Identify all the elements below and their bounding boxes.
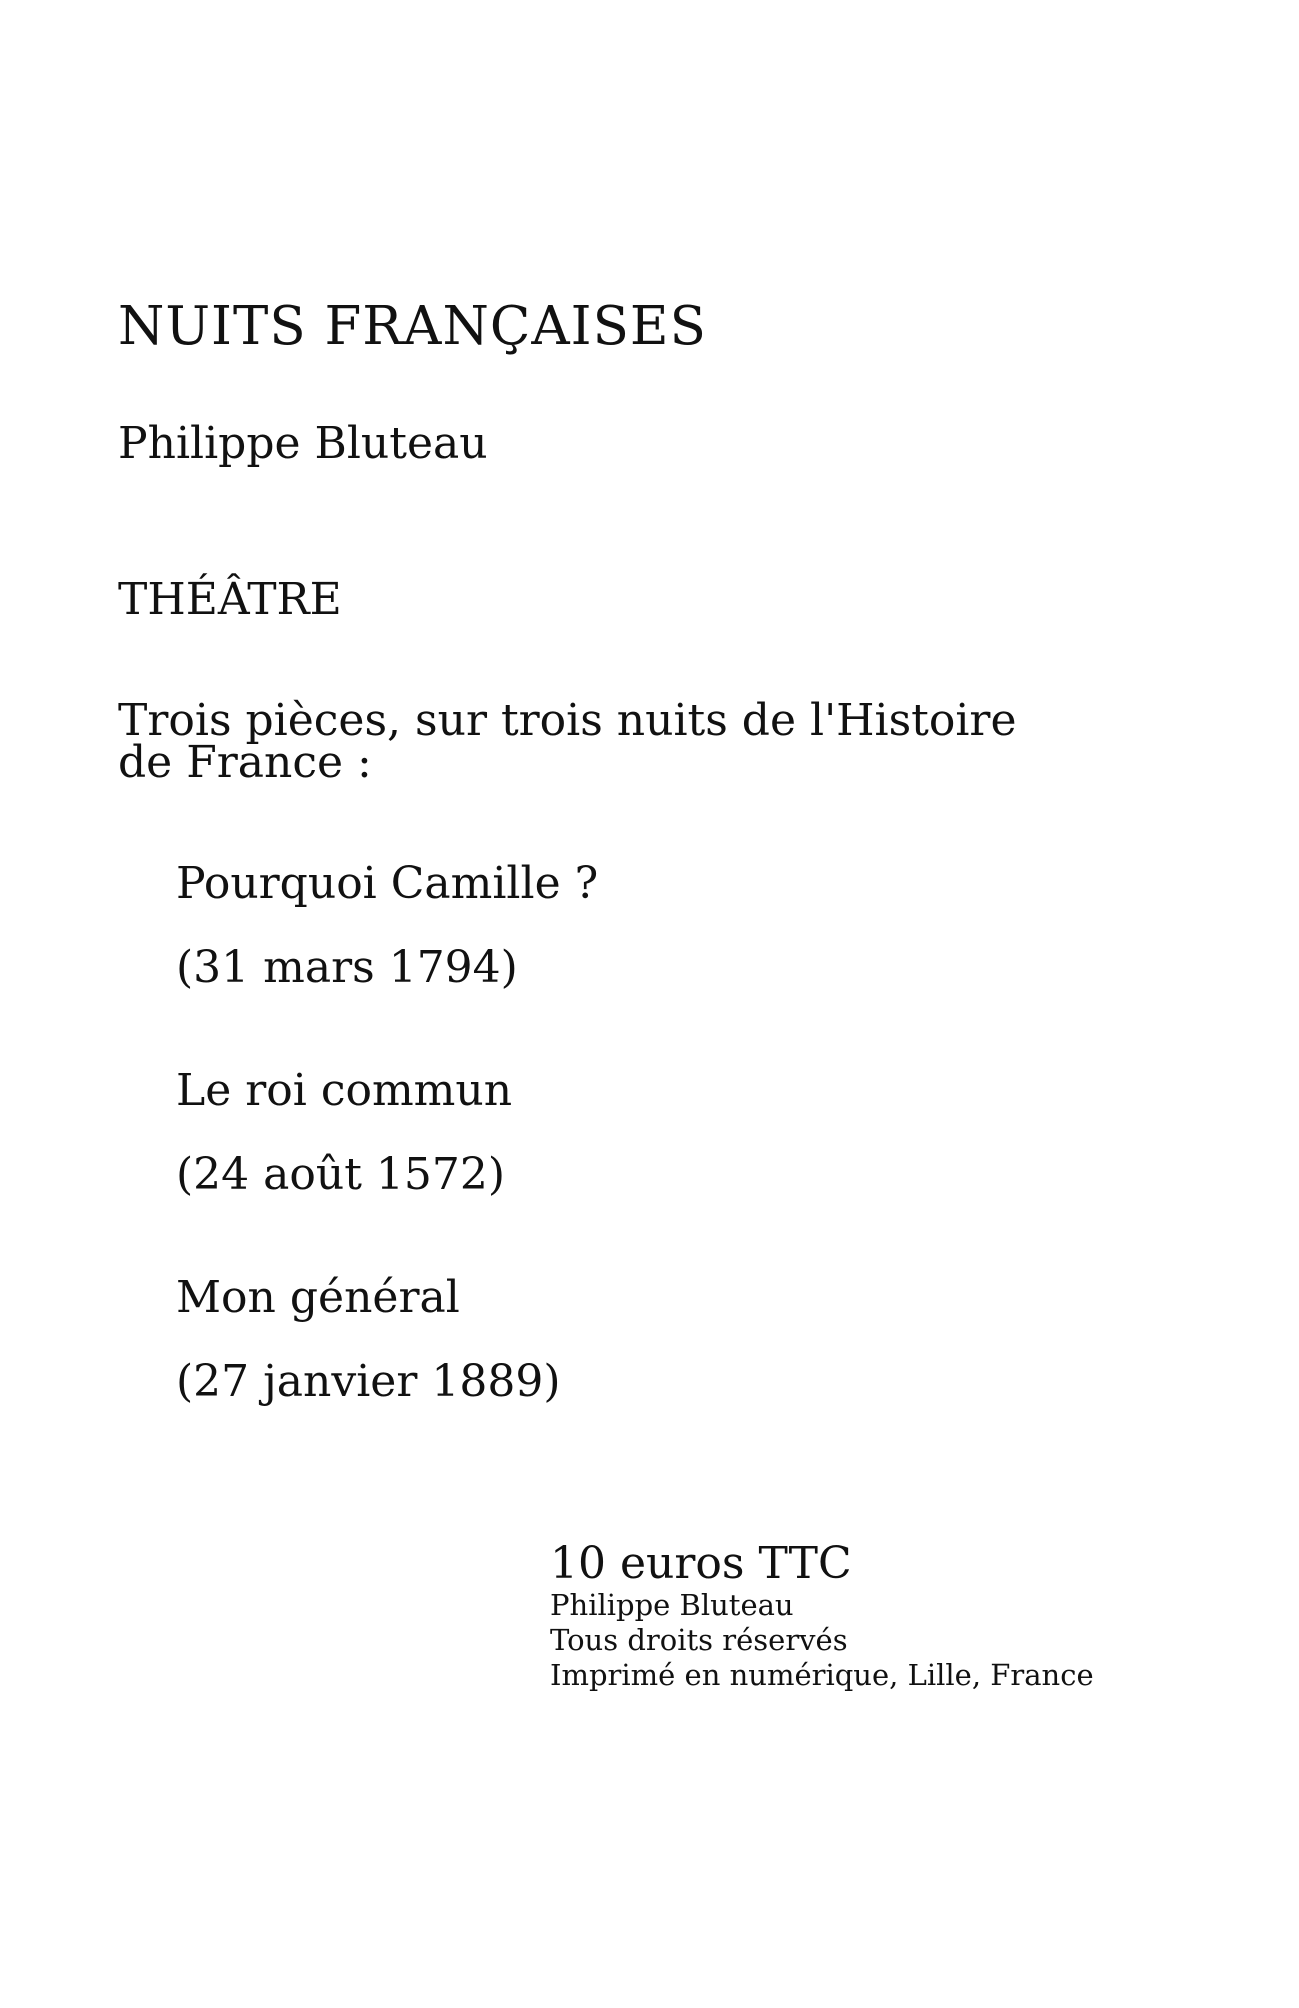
price: 10 euros TTC: [550, 1538, 852, 1589]
intro-line-2: de France :: [118, 737, 372, 788]
printing-notice: Imprimé en numérique, Lille, France: [550, 1658, 1094, 1692]
colophon-author: Philippe Bluteau: [550, 1588, 794, 1622]
play-date-1: (31 mars 1794): [176, 942, 518, 993]
play-date-2: (24 août 1572): [176, 1149, 506, 1200]
play-title-1: Pourquoi Camille ?: [176, 858, 599, 909]
book-intro: [118, 695, 1018, 788]
book-title: NUITS FRANÇAISES: [118, 296, 707, 357]
book-genre: THÉÂTRE: [118, 574, 342, 625]
colophon: [550, 1540, 1094, 1693]
play-title-3: Mon général: [176, 1272, 460, 1323]
play-date-3: (27 janvier 1889): [176, 1356, 561, 1407]
book-author: Philippe Bluteau: [118, 418, 488, 469]
play-title-2: Le roi commun: [176, 1065, 513, 1116]
rights-notice: Tous droits réservés: [550, 1623, 848, 1657]
intro-line-1: Trois pièces, sur trois nuits de l'Histoire: [118, 695, 1017, 746]
